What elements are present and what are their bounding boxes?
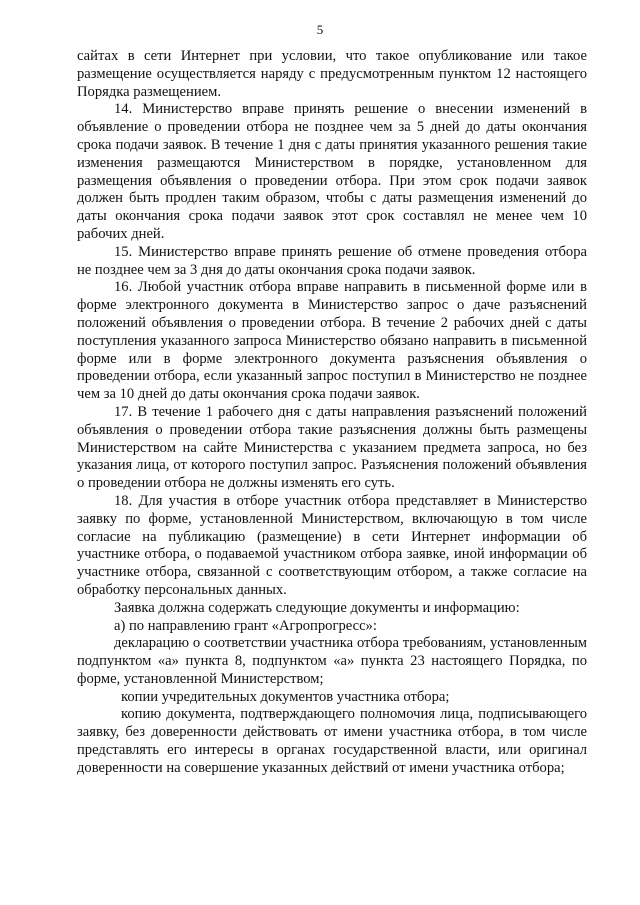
paragraph-14: 14. Министерство вправе принять решение о внесении изменений в объявление о проведении отбора не позднее чем за 5 дней до даты окончания срока подачи заявок. В течение 1 дня с даты принятия указанного решения такие изменения размещаются Министерством в порядке, установленном для размещения объявления о проведении отбора. При этом срок подачи заявок должен быть продлен таким образом, чтобы с даты размещения изменений до даты окончания срока подачи заявок этот срок составлял не менее чем 10 рабочих дней.: [77, 101, 587, 242]
paragraph-founding-documents: копии учредительных документов участника отбора;: [121, 688, 450, 705]
paragraph-18: 18. Для участия в отборе участник отбора представляет в Министерство заявку по форме, установленной Министерством, включающую в том числе согласие на публикацию (размещение) в сети Интернет информации об участнике отбора, о подаваемой участником отбора заявке, иной информации об участнике отбора, связанной с соответствующим отбором, а также согласие на обработку персональных данных.: [77, 492, 587, 598]
paragraph-declaration: декларацию о соответствии участника отбора требованиям, установленным подпунктом «а» пункта 8, подпунктом «а» пункта 23 настоящего Порядка, по форме, установленной Министерством;: [77, 635, 587, 687]
paragraph-continuation: сайтах в сети Интернет при условии, что такое опубликование или такое размещение осуществляется наряду с предусмотренным пунктом 12 настоящего Порядка размещением.: [77, 48, 587, 100]
page-number: 5: [316, 22, 324, 37]
paragraph-17: 17. В течение 1 рабочего дня с даты направления разъяснений положений объявления о проведении отбора такие разъяснения должны быть размещены Министерством на сайте Министерства с указанием предмета запроса, но без указания лица, от которого поступил запрос. Разъяснения положений объявления о проведении отбора не должны изменять его суть.: [77, 403, 587, 492]
paragraph-15: 15. Министерство вправе принять решение об отмене проведения отбора не позднее чем за 3 дня до даты окончания срока подачи заявок.: [77, 243, 587, 278]
paragraph-documents-intro: Заявка должна содержать следующие документы и информацию:: [114, 599, 520, 616]
paragraph-subitem-a: а) по направлению грант «Агропрогресс»:: [114, 617, 377, 634]
paragraph-authority-document: копию документа, подтверждающего полномочия лица, подписывающего заявку, без доверенности действовать от имени участника отбора, в том числе представлять его интересы в органах государственной власти, или оригинал доверенности на совершение указанных действий от имени участника отбора;: [77, 706, 587, 776]
document-body: [77, 48, 587, 778]
paragraph-16: 16. Любой участник отбора вправе направить в письменной форме или в форме электронного документа в Министерство запрос о даче разъяснений положений объявления о проведении отбора. В течение 2 рабочих дней с даты поступления указанного запроса Министерство обязано направить в письменной форме или в форме электронного документа разъяснения объявления о проведении отбора, если указанный запрос поступил в Министерство не позднее чем за 10 дней до даты окончания срока подачи заявок.: [77, 279, 587, 403]
